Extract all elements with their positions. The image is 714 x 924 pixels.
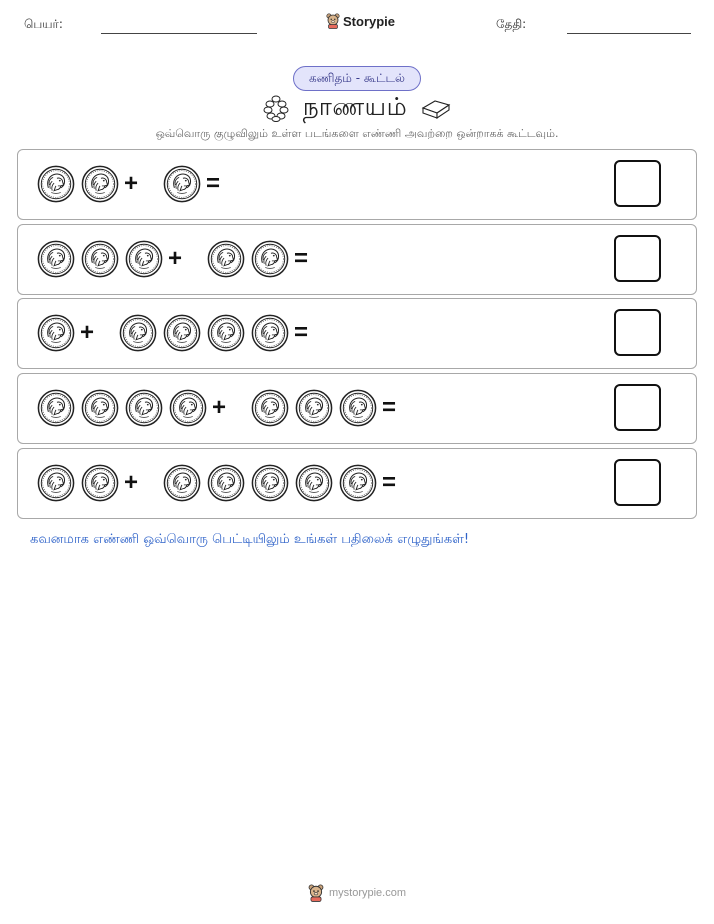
plus-sign: + xyxy=(79,319,94,346)
lion-coin-icon xyxy=(339,389,377,427)
plus-sign: + xyxy=(123,469,138,496)
instruction-text: ஒவ்வொரு குழுவிலும் உள்ள படங்களை எண்ணி அவற்றை ஒன்றாகக் கூட்டவும். xyxy=(155,127,559,140)
subject-tag: கணிதம் - கூட்டல் xyxy=(293,66,421,91)
lion-coin-icon xyxy=(163,464,201,502)
lion-coin-icon xyxy=(163,165,201,203)
page-title: நாணயம் xyxy=(302,91,408,121)
problem-row-1 xyxy=(17,149,697,220)
lion-coin-icon xyxy=(251,240,289,278)
footer-instruction: கவனமாக எண்ணி ஒவ்வொரு பெட்டியிலும் உங்கள் பதிலைக் எழுதுங்கள்! xyxy=(30,532,470,547)
problem-row-2 xyxy=(17,224,697,295)
plus-sign: + xyxy=(123,170,138,197)
lion-coin-icon xyxy=(81,165,119,203)
lion-coin-icon xyxy=(295,389,333,427)
problem-row-4 xyxy=(17,373,697,444)
answer-box[interactable] xyxy=(614,309,661,356)
equals-sign: = xyxy=(381,469,396,496)
site-footer xyxy=(0,884,714,902)
lion-coin-icon xyxy=(37,165,75,203)
lion-coin-icon xyxy=(251,389,289,427)
problem-row-3 xyxy=(17,298,697,369)
title-row xyxy=(0,92,714,124)
equals-sign: = xyxy=(381,394,396,421)
lion-coin-icon xyxy=(81,464,119,502)
equals-sign: = xyxy=(205,170,220,197)
lion-coin-icon xyxy=(251,314,289,352)
answer-box[interactable] xyxy=(614,160,661,207)
lion-coin-icon xyxy=(37,240,75,278)
lion-coin-icon xyxy=(125,240,163,278)
lion-coin-icon xyxy=(251,464,289,502)
lion-coin-icon xyxy=(339,464,377,502)
equals-sign: = xyxy=(293,319,308,346)
storypie-bear-icon xyxy=(326,13,340,29)
lion-coin-icon xyxy=(81,240,119,278)
equals-sign: = xyxy=(293,245,308,272)
lion-coin-icon xyxy=(119,314,157,352)
lion-coin-icon xyxy=(125,389,163,427)
lion-coin-icon xyxy=(37,464,75,502)
gold-bar-icon xyxy=(421,96,451,120)
lion-coin-icon xyxy=(207,314,245,352)
coin-stack-icon xyxy=(263,94,289,122)
date-field-line[interactable] xyxy=(567,33,691,34)
plus-sign: + xyxy=(211,394,226,421)
brand-name: Storypie xyxy=(343,13,396,29)
lion-coin-icon xyxy=(37,389,75,427)
lion-coin-icon xyxy=(207,464,245,502)
lion-coin-icon xyxy=(169,389,207,427)
name-label: பெயர்: xyxy=(24,17,63,31)
answer-box[interactable] xyxy=(614,384,661,431)
lion-coin-icon xyxy=(163,314,201,352)
lion-coin-icon xyxy=(37,314,75,352)
problem-row-5 xyxy=(17,448,697,519)
name-field-line[interactable] xyxy=(101,33,257,34)
answer-box[interactable] xyxy=(614,459,661,506)
answer-box[interactable] xyxy=(614,235,661,282)
storypie-bear-icon xyxy=(308,884,324,902)
plus-sign: + xyxy=(167,245,182,272)
lion-coin-icon xyxy=(81,389,119,427)
site-url: mystorypie.com xyxy=(328,887,407,899)
brand-logo xyxy=(326,13,395,29)
date-label: தேதி: xyxy=(496,17,527,31)
lion-coin-icon xyxy=(295,464,333,502)
lion-coin-icon xyxy=(207,240,245,278)
